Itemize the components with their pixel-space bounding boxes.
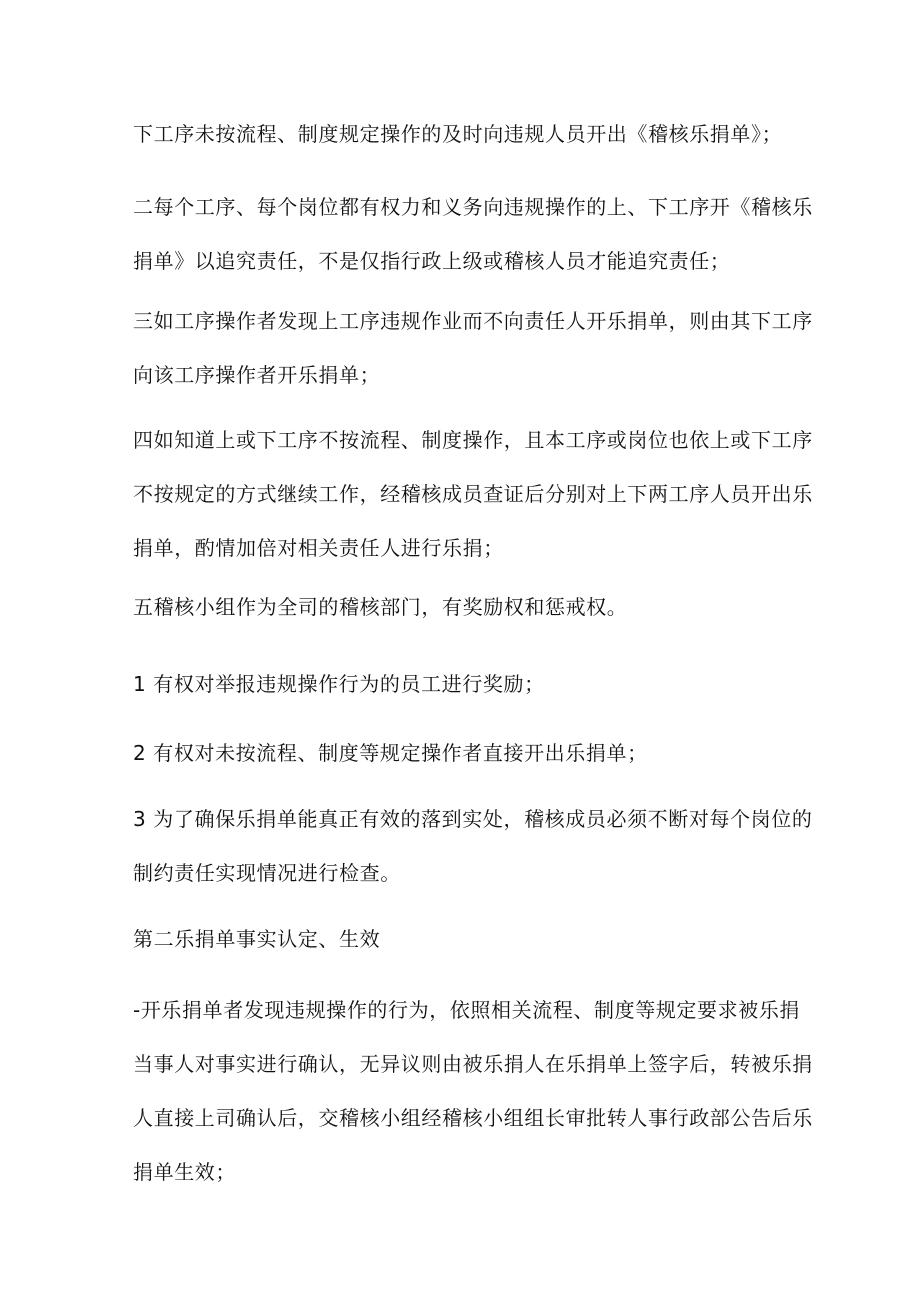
paragraph-6 — [133, 657, 809, 711]
paragraph-3 — [133, 294, 813, 402]
paragraph-line: 3 为了确保乐捐单能真正有效的落到实处，稽核成员必须不断对每个岗位的 — [133, 807, 813, 831]
paragraph-8 — [133, 792, 813, 900]
paragraph-line: -开乐捐单者发现违规操作的行为，依照相关流程、制度等规定要求被乐捐 — [133, 998, 801, 1022]
paragraph-7 — [133, 726, 809, 780]
paragraph-line: 不按规定的方式继续工作，经稽核成员查证后分别对上下两工序人员开出乐 — [133, 482, 813, 506]
paragraph-line: 当事人对事实进行确认，无异议则由被乐捐人在乐捐单上签字后，转被乐捐 — [133, 1052, 813, 1076]
paragraph-2 — [133, 180, 813, 288]
paragraph-line: 1 有权对举报违规操作行为的员工进行奖励； — [133, 672, 545, 696]
paragraph-line: 制约责任实现情况进行检查。 — [133, 861, 401, 885]
paragraph-9 — [133, 983, 813, 1199]
paragraph-line: 捐单》以追究责任，不是仅指行政上级或稽核人员才能追究责任； — [133, 249, 731, 273]
paragraph-line: 捐单生效； — [133, 1160, 236, 1184]
paragraph-line: 向该工序操作者开乐捐单； — [133, 363, 381, 387]
paragraph-5 — [133, 580, 809, 634]
paragraph-line: 人直接上司确认后，交稽核小组经稽核小组组长审批转人事行政部公告后乐 — [133, 1106, 813, 1130]
paragraph-line: 二每个工序、每个岗位都有权力和义务向违规操作的上、下工序开《稽核乐 — [133, 195, 813, 219]
paragraph-line: 2 有权对未按流程、制度等规定操作者直接开出乐捐单； — [133, 741, 648, 765]
paragraph-line: 四如知道上或下工序不按流程、制度操作，且本工序或岗位也依上或下工序 — [133, 428, 813, 452]
paragraph-line: 三如工序操作者发现上工序违规作业而不向责任人开乐捐单，则由其下工序 — [133, 309, 813, 333]
paragraph-1 — [133, 107, 809, 161]
section-heading — [133, 912, 809, 966]
paragraph-line: 第二乐捐单事实认定、生效 — [133, 927, 381, 951]
paragraph-line: 捐单，酌情加倍对相关责任人进行乐捐； — [133, 536, 504, 560]
paragraph-line: 下工序未按流程、制度规定操作的及时向违规人员开出《稽核乐捐单》； — [133, 122, 783, 146]
paragraph-line: 五稽核小组作为全司的稽核部门，有奖励权和惩戒权。 — [133, 595, 628, 619]
paragraph-4 — [133, 413, 813, 575]
